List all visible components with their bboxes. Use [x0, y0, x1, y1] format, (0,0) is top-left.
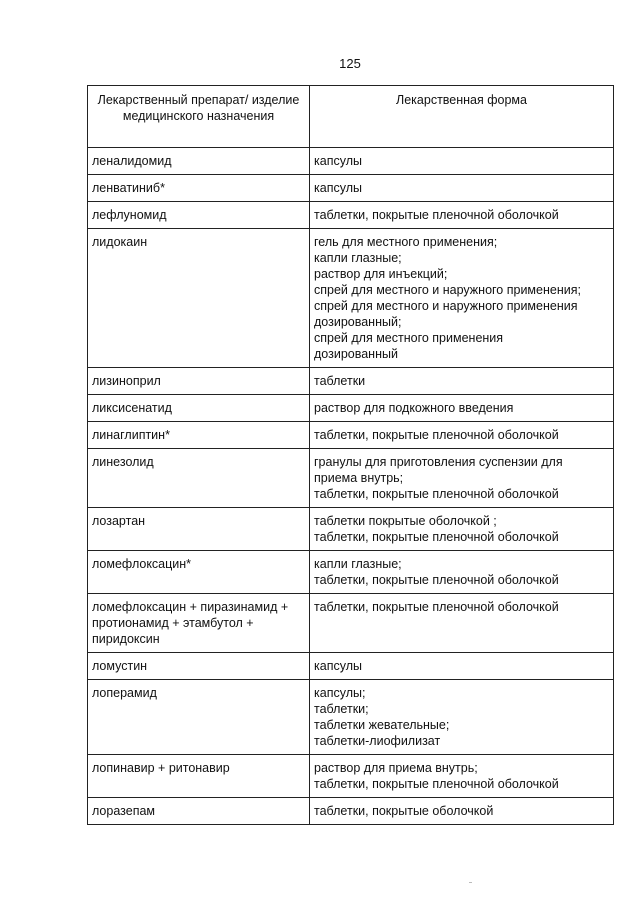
dosage-form-cell: [310, 755, 614, 798]
drug-name-cell: ломефлоксацин + пиразинамид + протионамид + этамбутол + пиридоксин: [88, 594, 310, 653]
dosage-form-line: дозированный;: [314, 315, 402, 329]
table-row: [88, 175, 614, 202]
page-number: 125: [339, 56, 361, 71]
drug-name-cell: лефлуномид: [88, 202, 310, 229]
table-row: [88, 653, 614, 680]
dosage-form-line: приема внутрь;: [314, 471, 404, 485]
drug-name-cell: лозартан: [88, 508, 310, 551]
dosage-form-line: таблетки покрытые оболочкой ;: [314, 514, 497, 528]
drug-name-cell: линезолид: [88, 449, 310, 508]
table-body: [88, 148, 614, 825]
dosage-form-line: раствор для подкожного введения: [314, 401, 514, 415]
dosage-form-cell: [310, 653, 614, 680]
drug-name-cell: лоперамид: [88, 680, 310, 755]
dosage-form-line: таблетки, покрытые оболочкой: [314, 804, 494, 818]
table-row: [88, 148, 614, 175]
dosage-form-cell: [310, 395, 614, 422]
dosage-form-cell: [310, 368, 614, 395]
table-row: [88, 368, 614, 395]
dosage-form-line: капсулы;: [314, 686, 366, 700]
dosage-form-cell: [310, 508, 614, 551]
table-row: [88, 594, 614, 653]
dosage-form-cell: [310, 175, 614, 202]
dosage-form-cell: [310, 202, 614, 229]
table-row: [88, 508, 614, 551]
table-row: [88, 229, 614, 368]
dosage-form-cell: [310, 229, 614, 368]
table-header-row: [88, 86, 614, 148]
drug-name-cell: лидокаин: [88, 229, 310, 368]
dosage-form-line: спрей для местного и наружного применения: [314, 299, 578, 313]
dosage-form-line: гель для местного применения;: [314, 235, 498, 249]
dosage-form-line: таблетки, покрытые пленочной оболочкой: [314, 487, 559, 501]
dosage-form-line: раствор для приема внутрь;: [314, 761, 478, 775]
dosage-form-line: таблетки, покрытые пленочной оболочкой: [314, 777, 559, 791]
table-row: [88, 798, 614, 825]
header-dosage-form: Лекарственная форма: [310, 86, 614, 148]
dosage-form-line: капли глазные;: [314, 557, 402, 571]
drug-name-cell: ликсисенатид: [88, 395, 310, 422]
dosage-form-line: таблетки, покрытые пленочной оболочкой: [314, 573, 559, 587]
dosage-form-cell: [310, 422, 614, 449]
table-row: [88, 395, 614, 422]
drug-name-cell: ломефлоксацин*: [88, 551, 310, 594]
table-row: [88, 449, 614, 508]
drug-name-cell: лоразепам: [88, 798, 310, 825]
dosage-form-cell: [310, 798, 614, 825]
dosage-form-cell: [310, 594, 614, 653]
table-row: [88, 202, 614, 229]
drug-name-cell: линаглиптин*: [88, 422, 310, 449]
dosage-form-line: таблетки, покрытые пленочной оболочкой: [314, 600, 559, 614]
drug-name-cell: ломустин: [88, 653, 310, 680]
drug-name-cell: лизиноприл: [88, 368, 310, 395]
drug-name-cell: леналидомид: [88, 148, 310, 175]
dosage-form-line: спрей для местного и наружного применения;: [314, 283, 581, 297]
table-row: [88, 680, 614, 755]
drug-table: [87, 85, 614, 825]
dosage-form-line: спрей для местного применения: [314, 331, 504, 345]
dosage-form-line: капсулы: [314, 659, 362, 673]
table-row: [88, 551, 614, 594]
dosage-form-line: дозированный: [314, 347, 398, 361]
dosage-form-line: таблетки: [314, 374, 366, 388]
drug-name-cell: ленватиниб*: [88, 175, 310, 202]
dosage-form-line: таблетки;: [314, 702, 369, 716]
dosage-form-line: таблетки, покрытые пленочной оболочкой: [314, 208, 559, 222]
dosage-form-line: таблетки, покрытые пленочной оболочкой: [314, 530, 559, 544]
scan-mark: [469, 882, 472, 883]
dosage-form-line: капсулы: [314, 181, 362, 195]
dosage-form-line: таблетки жевательные;: [314, 718, 450, 732]
table-row: [88, 755, 614, 798]
dosage-form-cell: [310, 680, 614, 755]
dosage-form-line: капли глазные;: [314, 251, 402, 265]
dosage-form-line: гранулы для приготовления суспензии для: [314, 455, 563, 469]
dosage-form-line: таблетки, покрытые пленочной оболочкой: [314, 428, 559, 442]
dosage-form-line: таблетки-лиофилизат: [314, 734, 441, 748]
dosage-form-line: раствор для инъекций;: [314, 267, 448, 281]
header-drug-name: Лекарственный препарат/ изделие медицинского назначения: [88, 86, 310, 148]
table-row: [88, 422, 614, 449]
drug-name-cell: лопинавир + ритонавир: [88, 755, 310, 798]
dosage-form-cell: [310, 449, 614, 508]
dosage-form-cell: [310, 551, 614, 594]
dosage-form-cell: [310, 148, 614, 175]
dosage-form-line: капсулы: [314, 154, 362, 168]
